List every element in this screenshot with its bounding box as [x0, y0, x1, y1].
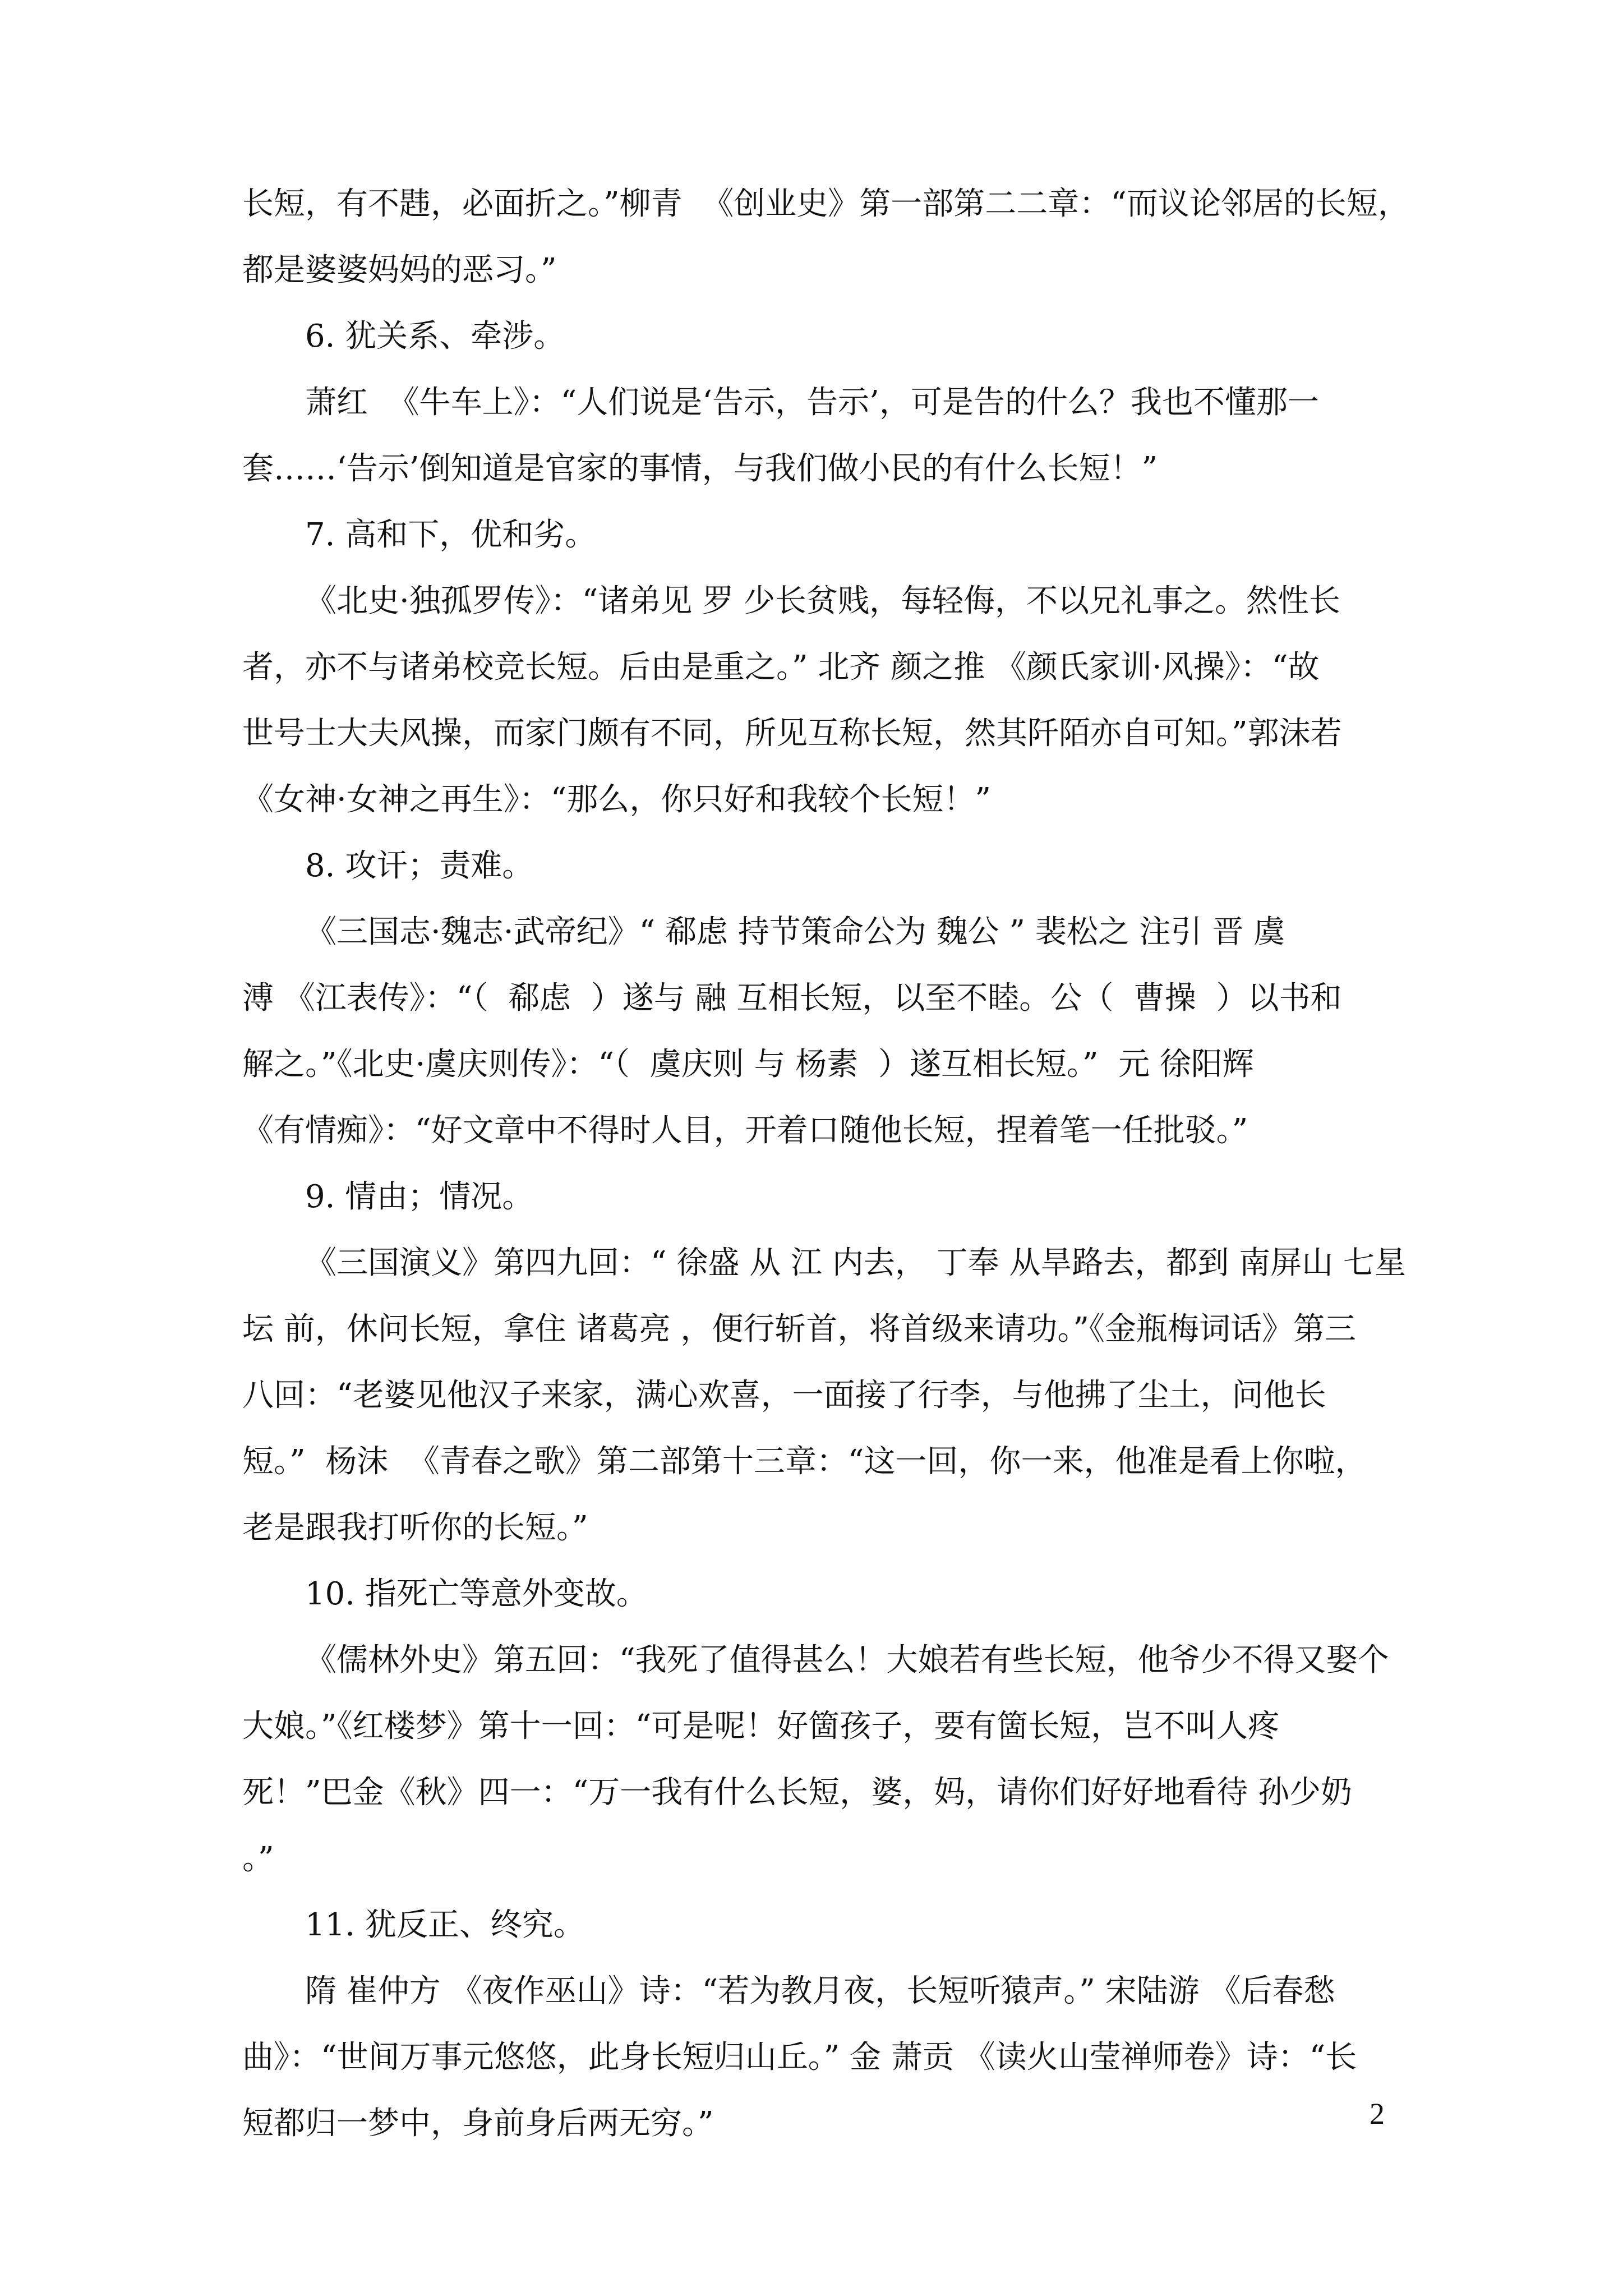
text-line: 溥 《江表传》：“（ 郗虑 ）遂与 融 互相长短，以至不睦。公（ 曹操 ）以书和	[242, 980, 1342, 1016]
text-line: 9. 情由；情况。	[305, 1179, 534, 1215]
text-line: 6. 犹关系、牵涉。	[305, 318, 565, 355]
text-line: 《三国演义》第四九回：“ 徐盛 从 江 内去， 丁奉 从旱路去，都到 南屏山 七星	[305, 1245, 1407, 1281]
text-line: 老是跟我打听你的长短。”	[242, 1510, 588, 1546]
text-line: 套……‘告示’倒知道是官家的事情，与我们做小民的有什么长短！”	[242, 450, 1158, 487]
text-line: 《儒林外史》第五回：“我死了值得甚么！大娘若有些长短，他爷少不得又娶个	[305, 1642, 1389, 1678]
text-line: 世号士大夫风操，而家门颇有不同，所见互称长短，然其阡陌亦自可知。”郭沫若	[242, 715, 1342, 752]
text-line: 曲》：“世间万事元悠悠，此身长短归山丘。” 金 萧贡 《读火山莹禅师卷》诗：“长	[242, 2039, 1357, 2076]
text-line: 短都归一梦中，身前身后两无穷。”	[242, 2105, 714, 2142]
body-text	[242, 171, 1409, 2157]
text-line: 11. 犹反正、终究。	[305, 1907, 585, 1943]
text-line: 解之。”《北史·虞庆则传》：“（ 虞庆则 与 杨素 ）遂互相长短。” 元 徐阳辉	[242, 1046, 1254, 1083]
text-line: 7. 高和下，优和劣。	[305, 517, 597, 553]
text-line: 死！”巴金《秋》四一：“万一我有什么长短，婆，妈，请你们好好地看待 孙少奶	[242, 1774, 1353, 1811]
text-line: 《北史·独孤罗传》：“诸弟见 罗 少长贫贱，每轻侮，不以兄礼事之。然性长	[305, 583, 1341, 619]
text-line: 隋 崔仲方 《夜作巫山》诗：“若为教月夜，长短听猿声。” 宋陆游 《后春愁	[305, 1973, 1335, 2009]
text-line: 萧红 《牛车上》：“人们说是‘告示，告示’，可是告的什么？我也不懂那一	[305, 384, 1319, 421]
text-line: 者，亦不与诸弟校竞长短。后由是重之。” 北齐 颜之推 《颜氏家训·风操》：“故	[242, 649, 1320, 685]
text-line: 长短，有不韪，必面折之。”柳青 《创业史》第一部第二二章：“而议论邻居的长短，	[242, 186, 1409, 222]
page-number: 2	[1370, 2097, 1385, 2131]
text-line: 都是婆婆妈妈的恶习。”	[242, 252, 557, 288]
text-line: 短。” 杨沫 《青春之歌》第二部第十三章：“这一回，你一来，他准是看上你啦，	[242, 1443, 1367, 1480]
text-line: 大娘。”《红楼梦》第十一回：“可是呢！好箇孩子，要有箇长短，岂不叫人疼	[242, 1708, 1280, 1745]
text-line: 坛 前，休问长短，拿住 诸葛亮 ，便行斩首，将首级来请功。”《金瓶梅词话》第三	[242, 1311, 1357, 1347]
text-line: 《女神·女神之再生》：“那么，你只好和我较个长短！”	[242, 781, 992, 818]
text-line: 八回：“老婆见他汉子来家，满心欢喜，一面接了行李，与他拂了尘土，问他长	[242, 1377, 1326, 1414]
text-line: 。”	[242, 1841, 274, 1877]
text-line: 10. 指死亡等意外变故。	[305, 1576, 648, 1612]
text-line: 《三国志·魏志·武帝纪》“ 郗虑 持节策命公为 魏公 ” 裴松之 注引 晋 虞	[305, 914, 1285, 950]
text-line: 《有情痴》：“好文章中不得时人目，开着口随他长短，捏着笔一任批驳。”	[242, 1112, 1248, 1149]
text-line: 8. 攻讦；责难。	[305, 848, 534, 884]
